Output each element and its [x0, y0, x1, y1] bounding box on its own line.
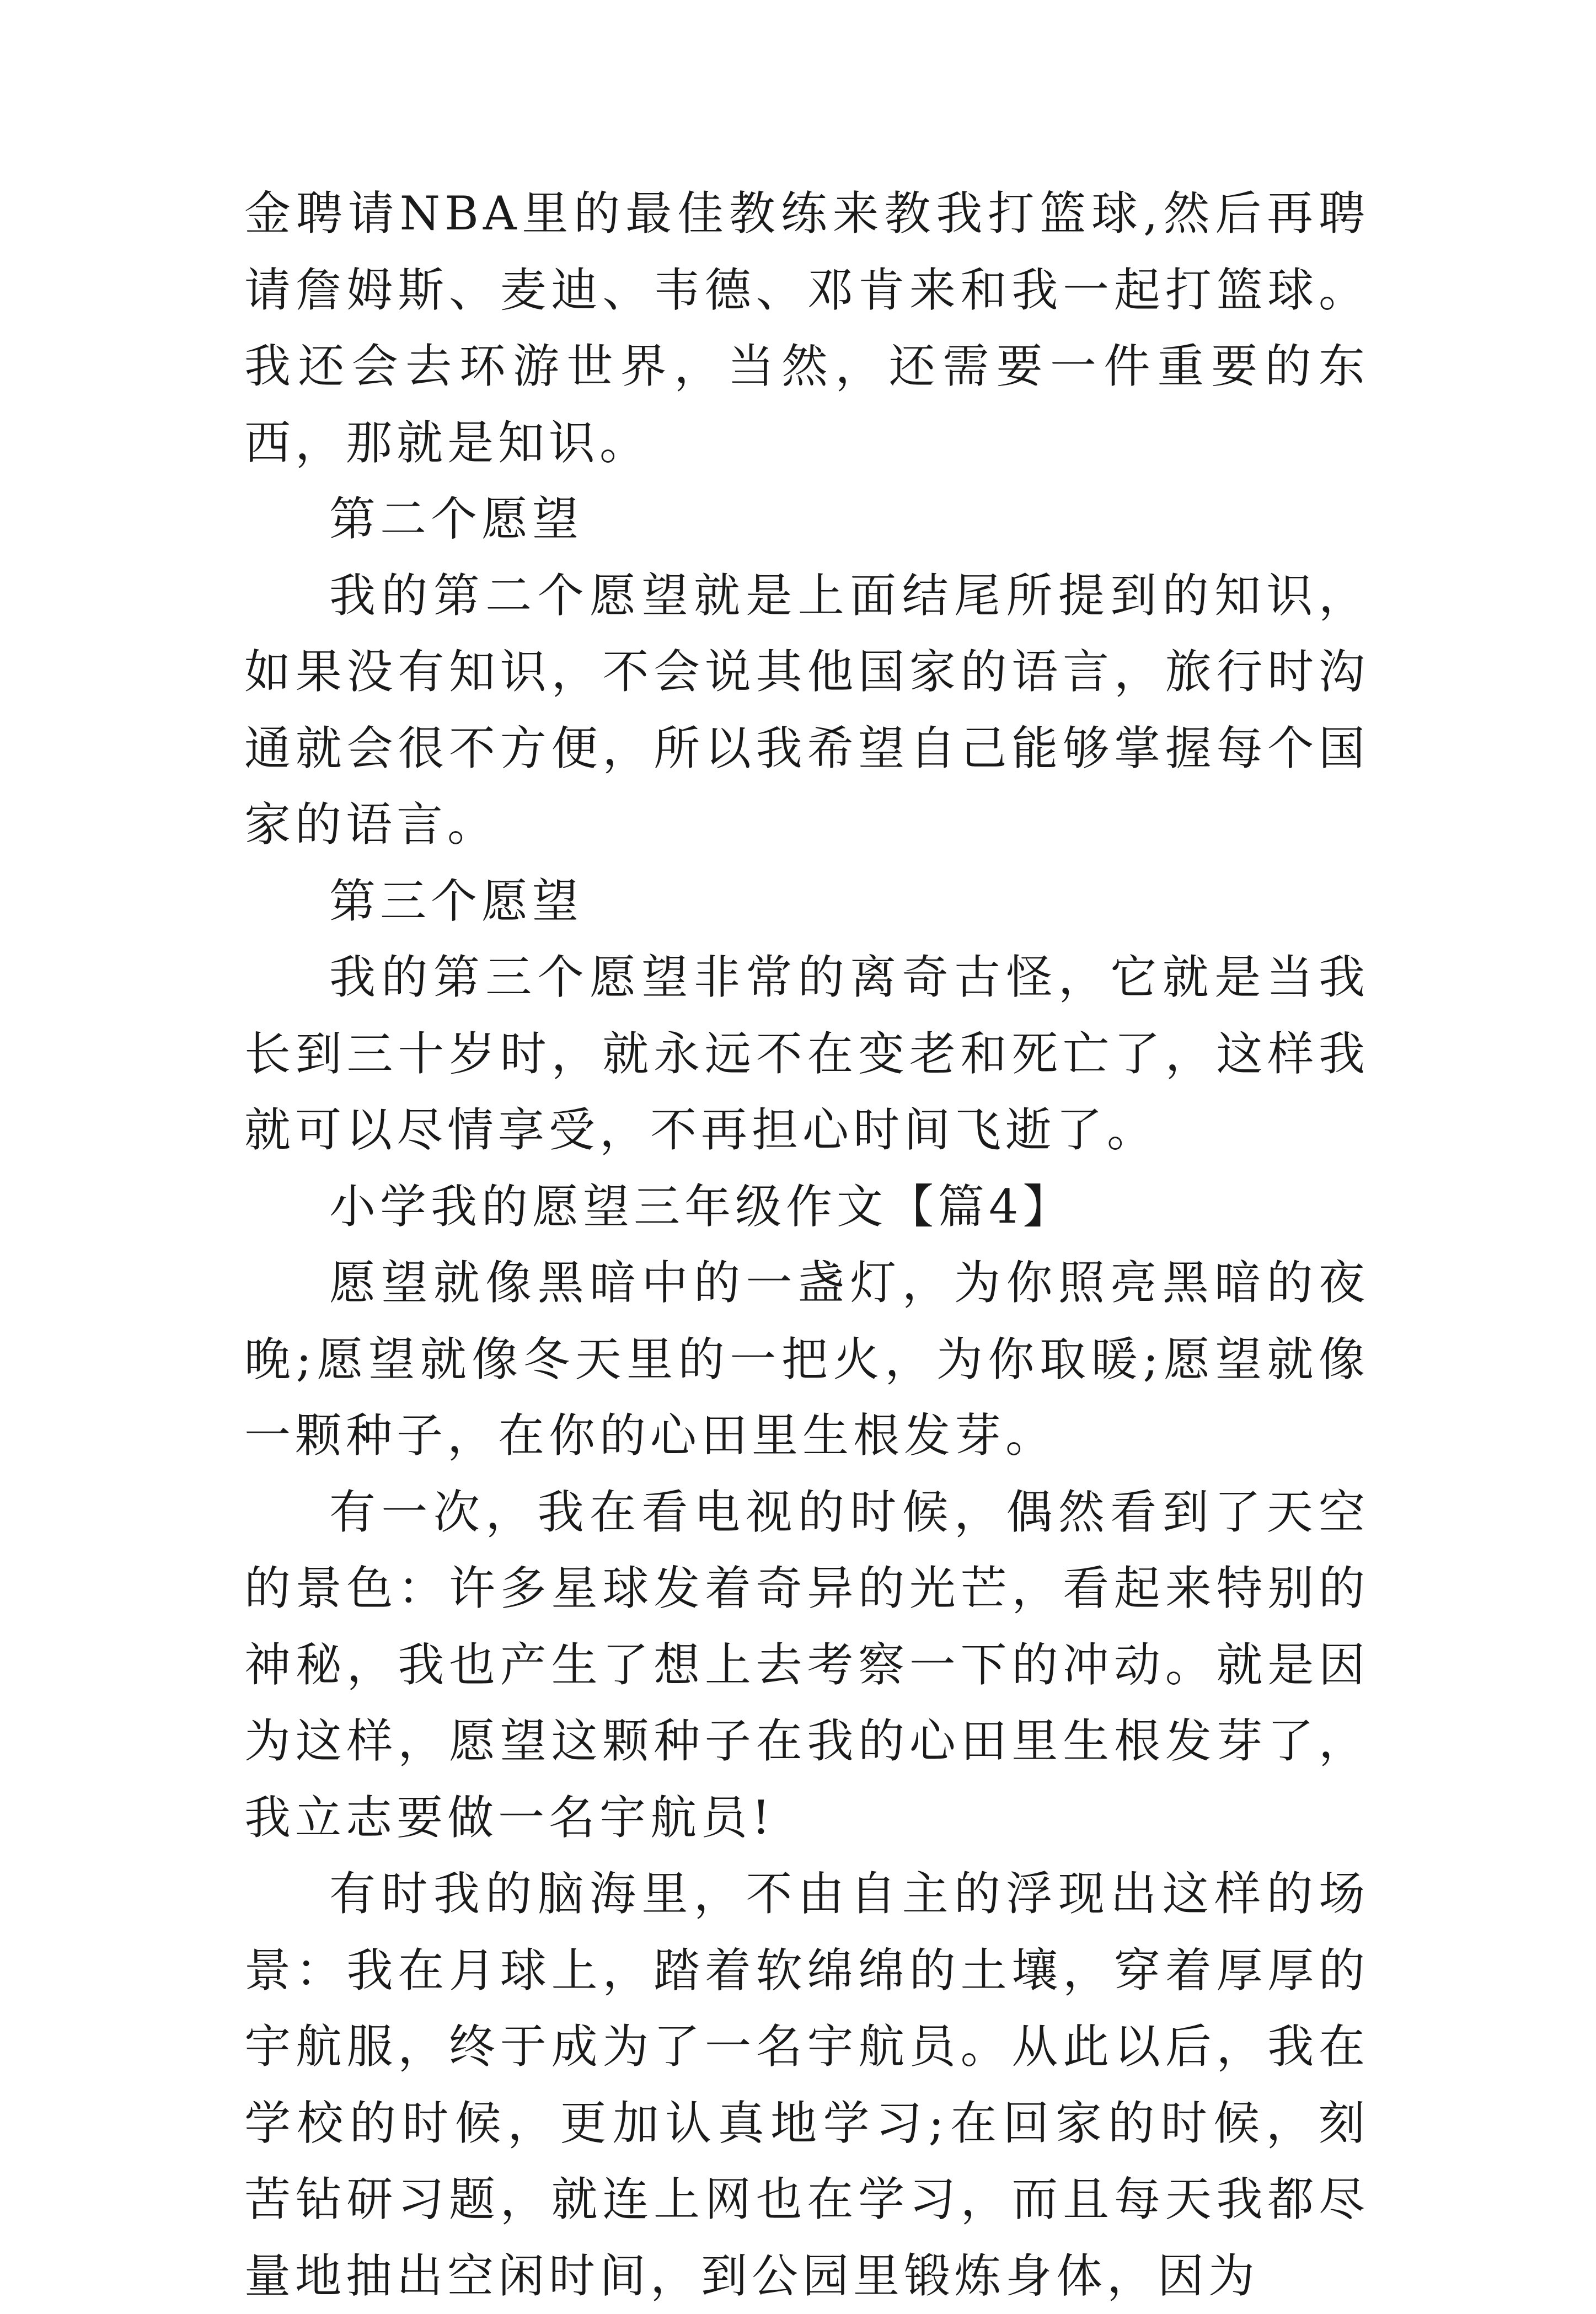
section-heading: 第三个愿望 — [329, 874, 583, 928]
paragraph: 金聘请NBA里的最佳教练来教我打篮球,然后再聘请詹姆斯、麦迪、韦德、邓肯来和我一起打篮球。我还会去环游世界，当然，还需要一件重要的东西，那就是知识。 — [244, 186, 1369, 470]
document-body — [244, 175, 1369, 2314]
paragraph: 我的第二个愿望就是上面结尾所提到的知识，如果没有知识，不会说其他国家的语言，旅行时沟通就会很不方便，所以我希望自己能够掌握每个国家的语言。 — [244, 568, 1369, 851]
paragraph: 我的第三个愿望非常的离奇古怪，它就是当我长到三十岁时，就永远不在变老和死亡了，这样我就可以尽情享受，不再担心时间飞逝了。 — [244, 950, 1369, 1157]
paragraph: 愿望就像黑暗中的一盏灯，为你照亮黑暗的夜晚;愿望就像冬天里的一把火，为你取暖;愿望就像一颗种子，在你的心田里生根发芽。 — [244, 1256, 1369, 1463]
paragraph: 有一次，我在看电视的时候，偶然看到了天空的景色：许多星球发着奇异的光芒，看起来特别的神秘，我也产生了想上去考察一下的冲动。就是因为这样，愿望这颗种子在我的心田里生根发芽了，我立志要做一名宇航员! — [244, 1485, 1369, 1845]
paragraph: 有时我的脑海里，不由自主的浮现出这样的场景：我在月球上，踏着软绵绵的土壤，穿着厚厚的宇航服，终于成为了一名宇航员。从此以后，我在学校的时候，更加认真地学习;在回家的时候，刻苦钻研习题，就连上网也在学习，而且每天我都尽量地抽出空闲时间，到公园里锻炼身体，因为 — [244, 1867, 1369, 2303]
section-heading: 第二个愿望 — [329, 492, 583, 546]
article-title: 小学我的愿望三年级作文【篇4】 — [329, 1179, 1074, 1234]
